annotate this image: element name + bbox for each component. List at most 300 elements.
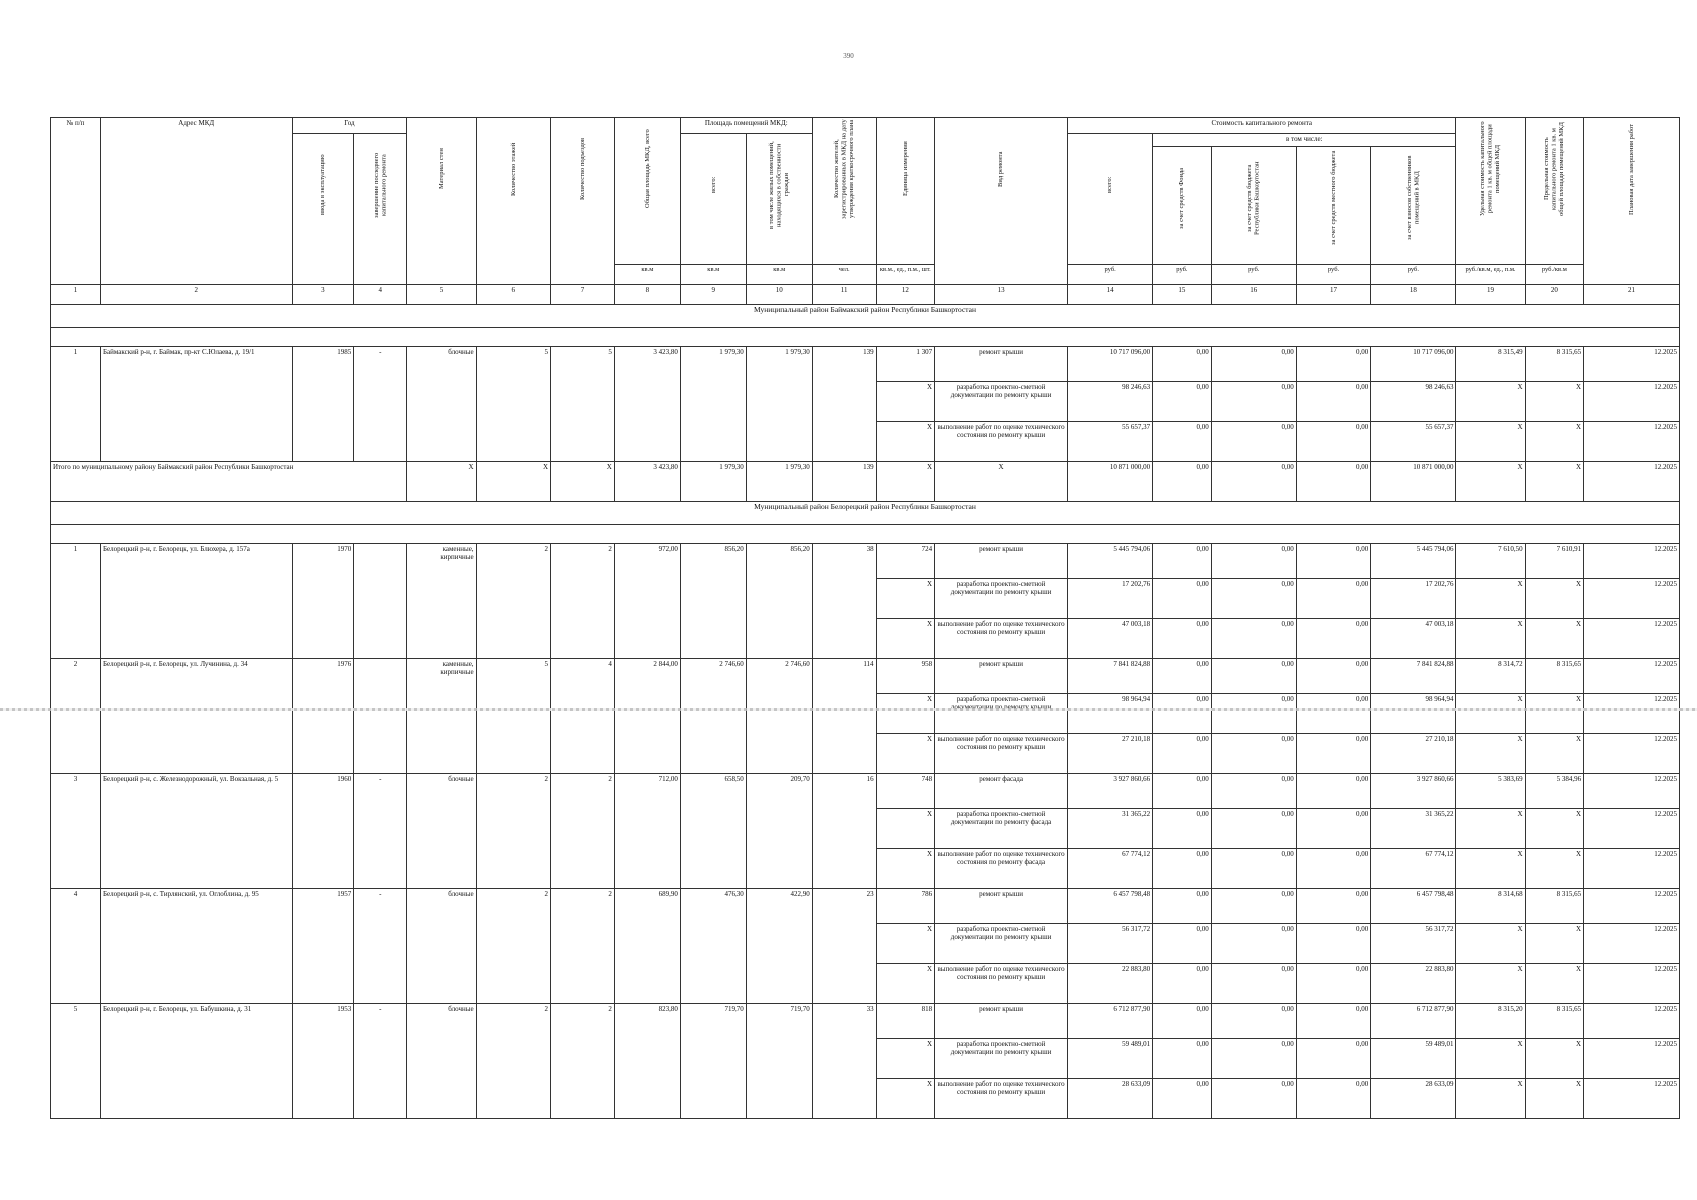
cost-fund: 0,00	[1153, 694, 1212, 734]
cost-republic-budget: 0,00	[1211, 924, 1296, 964]
cost-local-budget: 0,00	[1296, 659, 1370, 694]
repair-type: ремонт фасада	[935, 774, 1068, 809]
column-number: 18	[1371, 285, 1456, 305]
wall-material: каменные, кирпичные	[407, 544, 476, 659]
total-c10: 1 979,30	[746, 462, 812, 502]
spacer-row	[51, 525, 1680, 544]
header-col-1: № п/п	[51, 118, 101, 285]
cost-republic-budget: 0,00	[1211, 422, 1296, 462]
residential-area: 2 746,60	[746, 659, 812, 774]
wall-material: блочные	[407, 1004, 476, 1119]
table-row	[51, 1004, 1680, 1039]
repair-type: выполнение работ по оценке технического состояния по ремонту крыши	[935, 619, 1068, 659]
premises-area: 476,30	[680, 889, 746, 1004]
unit-amount: X	[876, 382, 935, 422]
unit-15: руб.	[1153, 265, 1212, 285]
completion-date: 12.2025	[1584, 347, 1680, 382]
total-area: 712,00	[614, 774, 680, 889]
repair-type: выполнение работ по оценке технического состояния по ремонту фасада	[935, 849, 1068, 889]
premises-area: 856,20	[680, 544, 746, 659]
table-row	[51, 659, 1680, 694]
wall-material: блочные	[407, 347, 476, 462]
total-c21: 12.2025	[1584, 462, 1680, 502]
column-number: 2	[101, 285, 293, 305]
cost-total: 56 317,72	[1068, 924, 1153, 964]
total-c6: X	[476, 462, 550, 502]
max-unit-cost: 8 315,65	[1525, 659, 1584, 694]
entrance-count: 4	[551, 659, 615, 774]
commission-year: 1960	[292, 774, 354, 889]
completion-date: 12.2025	[1584, 694, 1680, 734]
table-row	[51, 774, 1680, 809]
header-col-10: в том числе жилых помещений, находящихся в собственности граждан	[746, 134, 812, 265]
row-number: 1	[51, 544, 101, 659]
unit-amount: 748	[876, 774, 935, 809]
spacer-row	[51, 328, 1680, 347]
cost-local-budget: 0,00	[1296, 809, 1370, 849]
completion-date: 12.2025	[1584, 579, 1680, 619]
unit-18: руб.	[1371, 265, 1456, 285]
total-area: 689,90	[614, 889, 680, 1004]
cost-fund: 0,00	[1153, 809, 1212, 849]
column-number: 17	[1296, 285, 1370, 305]
column-number: 8	[614, 285, 680, 305]
header-col-16: за счет средств бюджета Республики Башкортостан	[1211, 147, 1296, 265]
header-col-7: Количество подъездов	[551, 118, 615, 285]
unit-cost: 8 314,72	[1456, 659, 1525, 694]
max-unit-cost: 8 315,65	[1525, 889, 1584, 924]
total-area: 972,00	[614, 544, 680, 659]
table-row	[51, 544, 1680, 579]
cost-local-budget: 0,00	[1296, 619, 1370, 659]
total-c19: X	[1456, 462, 1525, 502]
unit-amount: X	[876, 422, 935, 462]
max-unit-cost: X	[1525, 422, 1584, 462]
repair-type: разработка проектно-сметной	[935, 694, 1068, 734]
completion-date: 12.2025	[1584, 734, 1680, 774]
total-c17: 0,00	[1296, 462, 1370, 502]
cost-total: 31 365,22	[1068, 809, 1153, 849]
unit-10: кв.м	[746, 265, 812, 285]
unit-cost: X	[1456, 734, 1525, 774]
entrance-count: 2	[551, 774, 615, 889]
cost-owners: 5 445 794,06	[1371, 544, 1456, 579]
unit-8: кв.м	[614, 265, 680, 285]
house-address: Белорецкий р-н, г. Белорецк, ул. Блюхера, д. 157а	[101, 544, 293, 659]
cost-republic-budget: 0,00	[1211, 694, 1296, 734]
unit-cost: 8 315,20	[1456, 1004, 1525, 1039]
column-number: 16	[1211, 285, 1296, 305]
total-c12: X	[876, 462, 935, 502]
unit-amount: X	[876, 1039, 935, 1079]
completion-date: 12.2025	[1584, 809, 1680, 849]
unit-amount: X	[876, 619, 935, 659]
cost-owners: 6 457 798,48	[1371, 889, 1456, 924]
cost-fund: 0,00	[1153, 659, 1212, 694]
unit-cost: X	[1456, 964, 1525, 1004]
premises-area: 1 979,30	[680, 347, 746, 462]
resident-count: 16	[812, 774, 876, 889]
column-number: 14	[1068, 285, 1153, 305]
total-c9: 1 979,30	[680, 462, 746, 502]
cost-fund: 0,00	[1153, 1079, 1212, 1119]
unit-amount: X	[876, 1079, 935, 1119]
repair-type: выполнение работ по оценке технического состояния по ремонту крыши	[935, 1079, 1068, 1119]
cost-total: 5 445 794,06	[1068, 544, 1153, 579]
header-col-12: Единица измерения	[876, 118, 935, 265]
last-repair-year	[354, 544, 407, 659]
column-number: 6	[476, 285, 550, 305]
unit-amount: X	[876, 964, 935, 1004]
unit-amount: 786	[876, 889, 935, 924]
column-number: 4	[354, 285, 407, 305]
floor-count: 2	[476, 889, 550, 1004]
resident-count: 23	[812, 889, 876, 1004]
total-area: 2 844,00	[614, 659, 680, 774]
row-number: 4	[51, 889, 101, 1004]
cost-fund: 0,00	[1153, 422, 1212, 462]
cost-republic-budget: 0,00	[1211, 1004, 1296, 1039]
entrance-count: 2	[551, 544, 615, 659]
repair-type: разработка проектно-сметной документации по ремонту крыши	[935, 579, 1068, 619]
cost-local-budget: 0,00	[1296, 849, 1370, 889]
table-row	[51, 889, 1680, 924]
header-col-3: ввода в эксплуатацию	[292, 134, 354, 285]
cost-republic-budget: 0,00	[1211, 659, 1296, 694]
max-unit-cost: X	[1525, 1039, 1584, 1079]
unit-cost: 5 383,69	[1456, 774, 1525, 809]
repair-type: разработка проектно-сметной документации по ремонту крыши	[935, 382, 1068, 422]
cost-republic-budget: 0,00	[1211, 347, 1296, 382]
cost-owners: 27 210,18	[1371, 734, 1456, 774]
cost-owners: 55 657,37	[1371, 422, 1456, 462]
cost-local-budget: 0,00	[1296, 734, 1370, 774]
commission-year: 1985	[292, 347, 354, 462]
premises-area: 658,50	[680, 774, 746, 889]
max-unit-cost: 7 610,91	[1525, 544, 1584, 579]
last-repair-year: -	[354, 347, 407, 462]
column-number: 10	[746, 285, 812, 305]
total-c5: X	[407, 462, 476, 502]
residential-area: 1 979,30	[746, 347, 812, 462]
cost-fund: 0,00	[1153, 544, 1212, 579]
repair-type: ремонт крыши	[935, 1004, 1068, 1039]
unit-amount: X	[876, 579, 935, 619]
resident-count: 38	[812, 544, 876, 659]
cost-local-budget: 0,00	[1296, 1079, 1370, 1119]
header-col-9: всего:	[680, 134, 746, 265]
cost-total: 27 210,18	[1068, 734, 1153, 774]
cost-fund: 0,00	[1153, 889, 1212, 924]
max-unit-cost: X	[1525, 734, 1584, 774]
unit-amount: X	[876, 734, 935, 774]
row-number: 2	[51, 659, 101, 774]
cost-total: 98 964,94	[1068, 694, 1153, 734]
cost-republic-budget: 0,00	[1211, 1039, 1296, 1079]
unit-amount: 958	[876, 659, 935, 694]
header-col-15: за счет средств Фонда	[1153, 147, 1212, 265]
cost-local-budget: 0,00	[1296, 422, 1370, 462]
premises-area: 2 746,60	[680, 659, 746, 774]
total-c16: 0,00	[1211, 462, 1296, 502]
commission-year: 1953	[292, 1004, 354, 1119]
column-number: 7	[551, 285, 615, 305]
cost-total: 47 003,18	[1068, 619, 1153, 659]
column-number: 12	[876, 285, 935, 305]
column-number: 13	[935, 285, 1068, 305]
cost-total: 28 633,09	[1068, 1079, 1153, 1119]
repair-type: разработка проектно-сметной документации по ремонту фасада	[935, 809, 1068, 849]
floor-count: 2	[476, 1004, 550, 1119]
completion-date: 12.2025	[1584, 849, 1680, 889]
max-unit-cost: X	[1525, 694, 1584, 734]
unit-14: руб.	[1068, 265, 1153, 285]
repair-type: выполнение работ по оценке технического состояния по ремонту крыши	[935, 964, 1068, 1004]
cost-total: 3 927 860,66	[1068, 774, 1153, 809]
unit-cost: X	[1456, 579, 1525, 619]
wall-material: блочные	[407, 774, 476, 889]
header-col-11: Количество жителей, зарегистрированных в МКД на дату утверждения краткосрочного плана	[812, 118, 876, 265]
cost-local-budget: 0,00	[1296, 579, 1370, 619]
header-col-19: Удельная стоимость капитального ремонта 1 кв. м общей площади помещений МКД	[1456, 118, 1525, 265]
completion-date: 12.2025	[1584, 619, 1680, 659]
completion-date: 12.2025	[1584, 659, 1680, 694]
residential-area: 422,90	[746, 889, 812, 1004]
house-address: Белорецкий р-н, с. Железнодорожный, ул. Вокзальная, д. 5	[101, 774, 293, 889]
residential-area: 856,20	[746, 544, 812, 659]
completion-date: 12.2025	[1584, 544, 1680, 579]
cost-owners: 47 003,18	[1371, 619, 1456, 659]
cost-owners: 22 883,80	[1371, 964, 1456, 1004]
unit-cost: X	[1456, 382, 1525, 422]
total-c20: X	[1525, 462, 1584, 502]
header-cost-group: Стоимость капитального ремонта	[1068, 118, 1456, 134]
cost-republic-budget: 0,00	[1211, 734, 1296, 774]
max-unit-cost: X	[1525, 579, 1584, 619]
cost-republic-budget: 0,00	[1211, 1079, 1296, 1119]
header-col-4: завершение последнего капитального ремонта	[354, 134, 407, 285]
column-number: 21	[1584, 285, 1680, 305]
cost-owners: 10 717 096,00	[1371, 347, 1456, 382]
total-area: 823,80	[614, 1004, 680, 1119]
cost-total: 6 712 877,90	[1068, 1004, 1153, 1039]
cost-republic-budget: 0,00	[1211, 889, 1296, 924]
header-year-group: Год	[292, 118, 407, 134]
column-number: 20	[1525, 285, 1584, 305]
unit-12: кв.м., ед., п.м., шт.	[876, 265, 935, 285]
last-repair-year: -	[354, 774, 407, 889]
header-col-6: Количество этажей	[476, 118, 550, 285]
cost-total: 59 489,01	[1068, 1039, 1153, 1079]
max-unit-cost: X	[1525, 619, 1584, 659]
unit-amount: X	[876, 849, 935, 889]
cost-total: 10 717 096,00	[1068, 347, 1153, 382]
unit-cost: 8 315,49	[1456, 347, 1525, 382]
row-number: 5	[51, 1004, 101, 1119]
wall-material: блочные	[407, 889, 476, 1004]
floor-count: 5	[476, 659, 550, 774]
repair-type: ремонт крыши	[935, 544, 1068, 579]
district-title-baymak: Муниципальный район Баймакский район Республики Башкортостан	[51, 305, 1680, 328]
column-number: 1	[51, 285, 101, 305]
completion-date: 12.2025	[1584, 924, 1680, 964]
cost-local-budget: 0,00	[1296, 544, 1370, 579]
entrance-count: 2	[551, 889, 615, 1004]
repair-type: выполнение работ по оценке технического состояния по ремонту крыши	[935, 734, 1068, 774]
resident-count: 114	[812, 659, 876, 774]
unit-19: руб./кв.м, ед., п.м.	[1456, 265, 1525, 285]
max-unit-cost: 8 315,65	[1525, 1004, 1584, 1039]
last-repair-year: -	[354, 1004, 407, 1119]
total-c8: 3 423,80	[614, 462, 680, 502]
scan-artifact	[0, 708, 1697, 711]
district-total-row	[51, 462, 1680, 502]
district-title-beloretsk: Муниципальный район Белорецкий район Республики Башкортостан	[51, 502, 1680, 525]
column-number: 9	[680, 285, 746, 305]
row-number: 1	[51, 347, 101, 462]
cost-republic-budget: 0,00	[1211, 964, 1296, 1004]
unit-cost: X	[1456, 1039, 1525, 1079]
cost-fund: 0,00	[1153, 924, 1212, 964]
repair-type: разработка проектно-сметной документации по ремонту крыши	[935, 1039, 1068, 1079]
completion-date: 12.2025	[1584, 422, 1680, 462]
cost-republic-budget: 0,00	[1211, 849, 1296, 889]
header-col-17: за счет средств местного бюджета	[1296, 147, 1370, 265]
max-unit-cost: 5 384,96	[1525, 774, 1584, 809]
unit-cost: X	[1456, 694, 1525, 734]
cost-republic-budget: 0,00	[1211, 619, 1296, 659]
cost-local-budget: 0,00	[1296, 347, 1370, 382]
unit-amount: X	[876, 694, 935, 734]
resident-count: 33	[812, 1004, 876, 1119]
floor-count: 2	[476, 544, 550, 659]
cost-total: 17 202,76	[1068, 579, 1153, 619]
header-col-8: Общая площадь МКД, всего	[614, 118, 680, 265]
column-number-row	[51, 285, 1680, 305]
resident-count: 139	[812, 347, 876, 462]
cost-owners: 59 489,01	[1371, 1039, 1456, 1079]
completion-date: 12.2025	[1584, 1079, 1680, 1119]
max-unit-cost: X	[1525, 382, 1584, 422]
cost-fund: 0,00	[1153, 774, 1212, 809]
unit-amount: 724	[876, 544, 935, 579]
page-number: 390	[843, 52, 854, 60]
max-unit-cost: X	[1525, 924, 1584, 964]
house-address: Белорецкий р-н, г. Белорецк, ул. Лучинина, д. 34	[101, 659, 293, 774]
cost-total: 22 883,80	[1068, 964, 1153, 1004]
cost-owners: 31 365,22	[1371, 809, 1456, 849]
cost-local-budget: 0,00	[1296, 924, 1370, 964]
total-c18: 10 871 000,00	[1371, 462, 1456, 502]
unit-cost: X	[1456, 849, 1525, 889]
cost-republic-budget: 0,00	[1211, 382, 1296, 422]
column-number: 5	[407, 285, 476, 305]
cost-total: 7 841 824,88	[1068, 659, 1153, 694]
cost-republic-budget: 0,00	[1211, 774, 1296, 809]
unit-amount: 818	[876, 1004, 935, 1039]
cost-fund: 0,00	[1153, 382, 1212, 422]
cost-local-budget: 0,00	[1296, 774, 1370, 809]
column-number: 3	[292, 285, 354, 305]
premises-area: 719,70	[680, 1004, 746, 1119]
cost-owners: 6 712 877,90	[1371, 1004, 1456, 1039]
unit-cost: X	[1456, 809, 1525, 849]
cost-owners: 56 317,72	[1371, 924, 1456, 964]
cost-owners: 3 927 860,66	[1371, 774, 1456, 809]
header-col-21: Плановая дата завершения работ	[1584, 118, 1680, 285]
cost-fund: 0,00	[1153, 347, 1212, 382]
total-c13: X	[935, 462, 1068, 502]
cost-fund: 0,00	[1153, 1039, 1212, 1079]
max-unit-cost: 8 315,65	[1525, 347, 1584, 382]
cost-owners: 67 774,12	[1371, 849, 1456, 889]
unit-11: чел.	[812, 265, 876, 285]
cost-local-budget: 0,00	[1296, 1039, 1370, 1079]
completion-date: 12.2025	[1584, 1004, 1680, 1039]
entrance-count: 2	[551, 1004, 615, 1119]
house-address: Баймакский р-н, г. Баймак, пр-кт С.Юлаева, д. 19/1	[101, 347, 293, 462]
cost-local-budget: 0,00	[1296, 964, 1370, 1004]
max-unit-cost: X	[1525, 809, 1584, 849]
unit-amount: 1 307	[876, 347, 935, 382]
row-number: 3	[51, 774, 101, 889]
unit-16: руб.	[1211, 265, 1296, 285]
unit-amount: X	[876, 924, 935, 964]
commission-year: 1970	[292, 544, 354, 659]
unit-cost: 8 314,68	[1456, 889, 1525, 924]
header-col-13: Вид ремонта	[935, 118, 1068, 285]
cost-owners: 98 246,63	[1371, 382, 1456, 422]
unit-cost: 7 610,50	[1456, 544, 1525, 579]
district-total-label: Итого по муниципальному району Баймакский район Республики Башкортостан	[51, 462, 407, 502]
cost-republic-budget: 0,00	[1211, 809, 1296, 849]
header-col-20: Предельная стоимость капитального ремонта 1 кв. м общей площади помещений МКД	[1525, 118, 1584, 265]
residential-area: 719,70	[746, 1004, 812, 1119]
repair-type: ремонт крыши	[935, 659, 1068, 694]
cost-total: 55 657,37	[1068, 422, 1153, 462]
cost-republic-budget: 0,00	[1211, 544, 1296, 579]
total-c15: 0,00	[1153, 462, 1212, 502]
cost-owners: 17 202,76	[1371, 579, 1456, 619]
header-col-18: за счет взносов собственников помещений в МКД	[1371, 147, 1456, 265]
commission-year: 1957	[292, 889, 354, 1004]
table-body	[51, 118, 1680, 1119]
table-row	[51, 347, 1680, 382]
repair-type: выполнение работ по оценке технического состояния по ремонту крыши	[935, 422, 1068, 462]
repair-plan-table	[50, 117, 1680, 1119]
cost-local-budget: 0,00	[1296, 694, 1370, 734]
column-number: 15	[1153, 285, 1212, 305]
cost-fund: 0,00	[1153, 734, 1212, 774]
entrance-count: 5	[551, 347, 615, 462]
cost-fund: 0,00	[1153, 579, 1212, 619]
header-incl-group: в том числе:	[1153, 134, 1456, 147]
residential-area: 209,70	[746, 774, 812, 889]
repair-type: разработка проектно-сметной документации по ремонту крыши	[935, 924, 1068, 964]
house-address: Белорецкий р-н, с. Тирлянский, ул. Оглоблина, д. 95	[101, 889, 293, 1004]
unit-cost: X	[1456, 619, 1525, 659]
house-address: Белорецкий р-н, г. Белорецк, ул. Бабушкина, д. 31	[101, 1004, 293, 1119]
cost-republic-budget: 0,00	[1211, 579, 1296, 619]
column-number: 19	[1456, 285, 1525, 305]
header-col-14: всего:	[1068, 134, 1153, 265]
cost-total: 6 457 798,48	[1068, 889, 1153, 924]
total-c11: 139	[812, 462, 876, 502]
max-unit-cost: X	[1525, 849, 1584, 889]
unit-9: кв.м	[680, 265, 746, 285]
completion-date: 12.2025	[1584, 964, 1680, 1004]
unit-cost: X	[1456, 1079, 1525, 1119]
